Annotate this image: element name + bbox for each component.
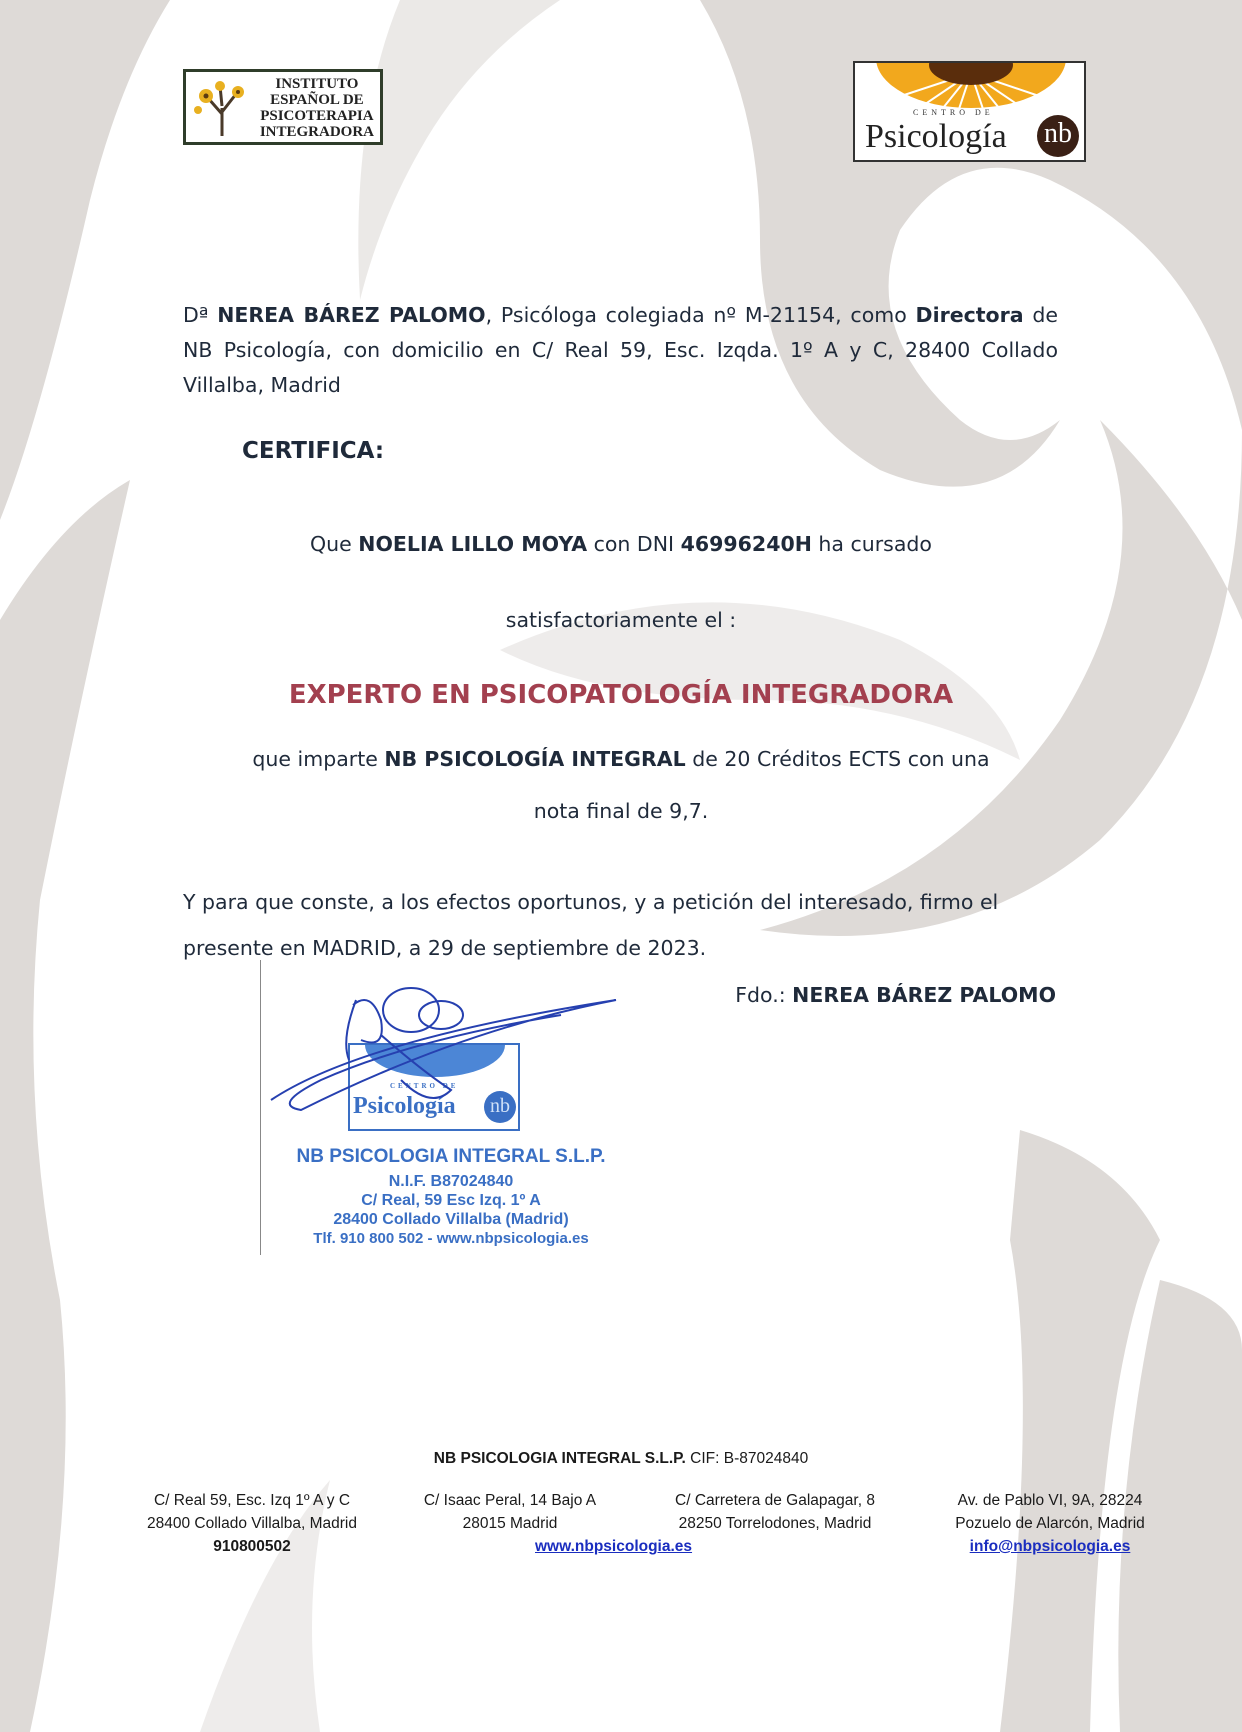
tree-icon [190, 78, 254, 138]
logo-line: INTEGRADORA [259, 124, 374, 140]
text: de 20 Créditos ECTS con una [685, 747, 990, 771]
director-role: Directora [915, 303, 1024, 327]
logo-subtitle: CENTRO DE [913, 108, 994, 117]
stamp-nif: N.I.F. B87024840 [388, 1173, 514, 1190]
handwritten-signature [261, 960, 641, 1160]
office-address: Av. de Pablo VI, 9A, 28224 [957, 1492, 1143, 1509]
office-address: C/ Isaac Peral, 14 Bajo A [423, 1492, 597, 1509]
signature-line [735, 978, 1056, 1013]
intro-text: , Psicóloga colegiada nº M-21154, como [485, 303, 916, 327]
student-line [0, 527, 1242, 562]
logo-line: PSICOTERAPIA [260, 108, 374, 124]
footer-office-4 [920, 1489, 1180, 1558]
closing-line: presente en MADRID, a 29 de septiembre de 2023. [183, 936, 707, 960]
text: que imparte [252, 747, 385, 771]
sunflower-icon [855, 63, 1086, 109]
instituto-logo [183, 69, 383, 145]
office-city: 28250 Torrelodones, Madrid [678, 1515, 872, 1532]
centro-psicologia-logo [853, 61, 1086, 162]
intro-paragraph [183, 298, 1058, 403]
logo-title: Psicología [865, 118, 1007, 155]
stamp-logo-title: Psicología [353, 1093, 456, 1119]
footer-company: NB PSICOLOGIA INTEGRAL S.L.P. [433, 1450, 686, 1467]
director-name: NEREA BÁREZ PALOMO [217, 303, 486, 327]
office-city: 28400 Collado Villalba, Madrid [147, 1515, 357, 1532]
text: Que [310, 532, 359, 556]
course-title: EXPERTO EN PSICOPATOLOGÍA INTEGRADORA [288, 680, 954, 710]
closing-line: Y para que conste, a los efectos oportunos, y a petición del interesado, firmo el [183, 890, 999, 914]
grade-line: nota final de 9,7. [533, 799, 709, 823]
student-name: NOELIA LILLO MOYA [358, 532, 588, 556]
text: Fdo.: [735, 983, 793, 1007]
office-address: C/ Real 59, Esc. Izq 1º A y C [153, 1492, 351, 1509]
student-dni: 46996240H [680, 532, 812, 556]
email-link[interactable]: info@nbpsicologia.es [969, 1538, 1131, 1555]
satisfactorily-line: satisfactoriamente el : [505, 608, 737, 632]
logo-line: ESPAÑOL DE [270, 92, 364, 108]
text: con DNI [587, 532, 681, 556]
intro-line: NB Psicología, con domicilio en C/ Real 59, Esc. Izqda. 1º A y C, 28400 Collado [183, 338, 1058, 362]
intro-text: de [1023, 303, 1058, 327]
intro-text: Dª [183, 303, 218, 327]
website-link[interactable]: www.nbpsicologia.es [535, 1538, 693, 1555]
office-city: Pozuelo de Alarcón, Madrid [955, 1515, 1145, 1532]
stamp-logo-subtitle: CENTRO DE [390, 1082, 459, 1090]
office-phone: 910800502 [213, 1538, 291, 1555]
text: ha cursado [811, 532, 932, 556]
stamp-nb-badge: nb [484, 1091, 516, 1123]
course-line [0, 742, 1242, 777]
nb-badge: nb [1037, 115, 1079, 157]
stamp-details [261, 1172, 641, 1248]
stamp-contact: Tlf. 910 800 502 - www.nbpsicologia.es [313, 1230, 589, 1247]
certifica-heading: CERTIFICA: [242, 438, 385, 464]
logo-line: INSTITUTO [275, 76, 359, 92]
office-city: 28015 Madrid [462, 1515, 558, 1532]
closing-paragraph [183, 885, 1058, 966]
office-address: C/ Carretera de Galapagar, 8 [675, 1492, 875, 1509]
footer-office-1 [122, 1489, 382, 1558]
intro-line: Villalba, Madrid [183, 373, 341, 397]
footer-company-line [0, 1447, 1242, 1470]
footer-office-3 [640, 1489, 910, 1535]
signer-name: NEREA BÁREZ PALOMO [792, 983, 1056, 1007]
stamp-company: NB PSICOLOGIA INTEGRAL S.L.P. [296, 1146, 606, 1167]
stamp-address: C/ Real, 59 Esc Izq. 1º A [361, 1192, 541, 1209]
footer-office-2 [395, 1489, 693, 1558]
company-stamp [261, 960, 641, 1260]
course-org: NB PSICOLOGÍA INTEGRAL [384, 747, 686, 771]
footer-cif: CIF: B-87024840 [685, 1450, 809, 1467]
stamp-city: 28400 Collado Villalba (Madrid) [333, 1211, 569, 1228]
